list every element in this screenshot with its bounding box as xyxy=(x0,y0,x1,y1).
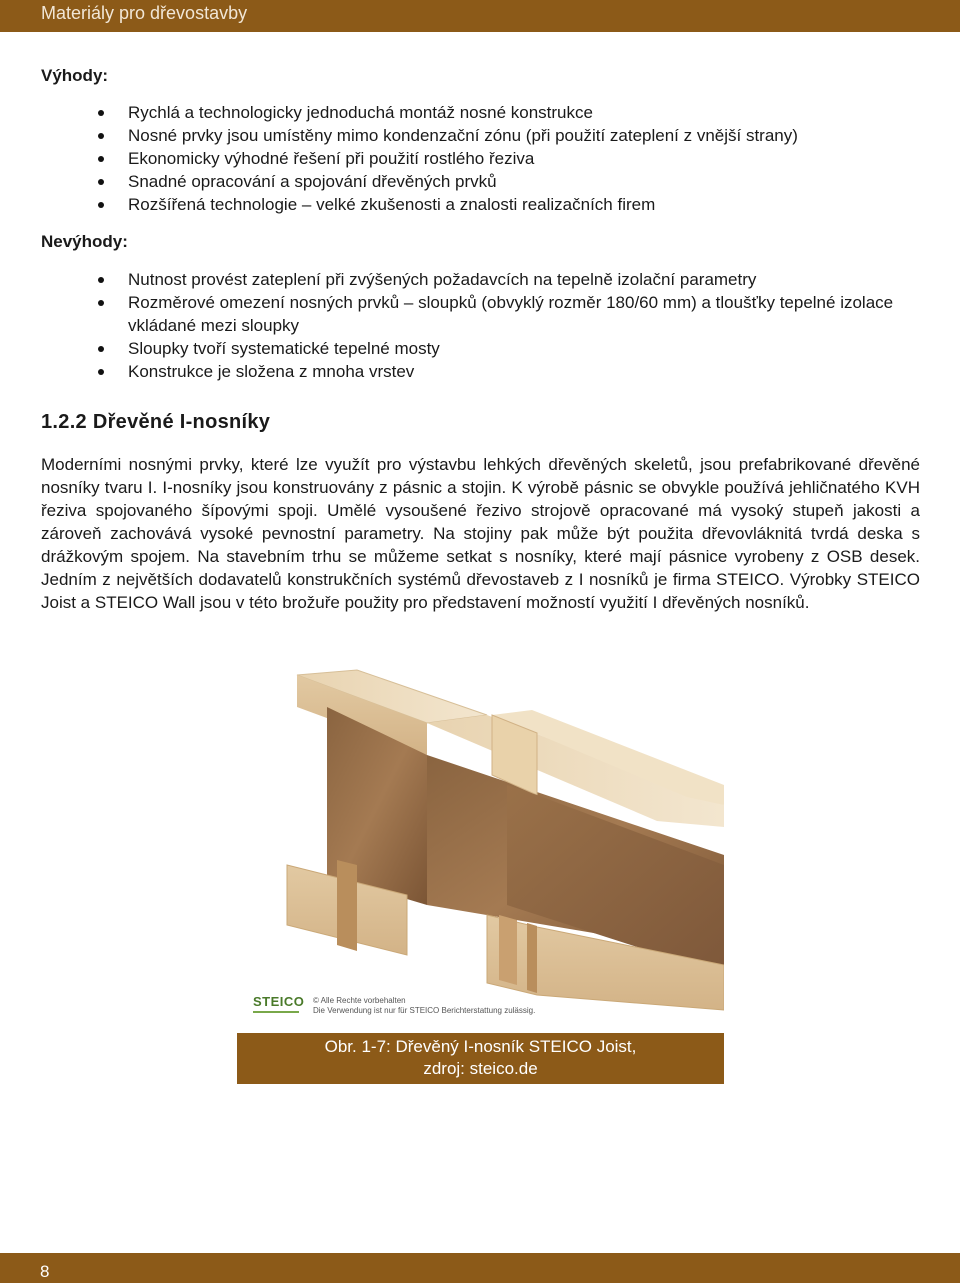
bullet-icon xyxy=(98,346,104,352)
list-item: Konstrukce je složena z mnoha vrstev xyxy=(0,360,920,383)
list-item: Nutnost provést zateplení při zvýšených požadavcích na tepelně izolační parametry xyxy=(0,268,920,291)
list-item: Rozšířená technologie – velké zkušenosti a znalosti realizačních firem xyxy=(0,193,920,216)
caption-line-2: zdroj: steico.de xyxy=(423,1059,538,1078)
steico-logo: STEICO xyxy=(253,994,305,1009)
bullet-icon xyxy=(98,369,104,375)
logo-underline xyxy=(253,1011,299,1013)
footer-bar xyxy=(0,1253,960,1283)
disadvantages-heading: Nevýhody: xyxy=(41,232,128,251)
copyright-note: © Alle Rechte vorbehalten Die Verwendung ist nur für STEICO Berichterstattung zulässig. xyxy=(313,996,536,1015)
header-bar xyxy=(0,0,960,32)
figure-caption xyxy=(237,1033,724,1084)
bullet-icon xyxy=(98,277,104,283)
body-paragraph: Moderními nosnými prvky, které lze využít pro výstavbu lehkých dřevěných skeletů, jsou prefabrikované dřevěné nosníky tvaru I. I-nosníky jsou konstruovány z pásnic a stojin. K výrobě pásnic se obvykle používá jehličnatého KVH řeziva spojovaného šípovými spoji. Umělé vysoušené řezivo strojově opracované má vysoký stupeň jakosti a zároveň zachovává vysoké pevnostní parametry. Na stojiny pak může být použita dřevovláknitá tvrdá deska s drážkovým spojem. Na stavebním trhu se můžeme setkat s nosníky, které mají pásnice vyrobeny z OSB desek. Jedním z největších dodavatelů konstrukčních systémů dřevostaveb z I nosníků je firma STEICO. Výrobky STEICO Joist a STEICO Wall jsou v této brožuře použity pro představení možností využití I dřevěných nosníků. xyxy=(41,455,920,612)
page-number: 8 xyxy=(40,1262,50,1281)
advantages-list xyxy=(0,101,920,216)
bullet-icon xyxy=(98,156,104,162)
i-beam-photo xyxy=(237,655,724,1030)
bullet-icon xyxy=(98,179,104,185)
section-heading: 1.2.2 Dřevěné I-nosníky xyxy=(41,411,271,433)
bullet-icon xyxy=(98,202,104,208)
advantages-heading: Výhody: xyxy=(41,66,109,85)
list-item: Nosné prvky jsou umístěny mimo kondenzační zónu (při použití zateplení z vnější strany) xyxy=(0,124,920,147)
list-item: Ekonomicky výhodné řešení při použití rostlého řeziva xyxy=(0,147,920,170)
disadvantages-list xyxy=(0,268,920,383)
list-item: Rychlá a technologicky jednoduchá montáž nosné konstrukce xyxy=(0,101,920,124)
bullet-icon xyxy=(98,133,104,139)
list-item: Rozměrové omezení nosných prvků – sloupků (obvyklý rozměr 180/60 mm) a tloušťky tepelné izolace vkládané mezi sloupky xyxy=(0,291,898,337)
list-item: Snadné opracování a spojování dřevěných prvků xyxy=(0,170,920,193)
bullet-icon xyxy=(98,110,104,116)
i-beam-illustration xyxy=(237,655,724,1030)
header-title: Materiály pro dřevostavby xyxy=(41,3,248,23)
caption-line-1: Obr. 1-7: Dřevěný I-nosník STEICO Joist, xyxy=(324,1037,637,1056)
bullet-icon xyxy=(98,300,104,306)
list-item: Sloupky tvoří systematické tepelné mosty xyxy=(0,337,920,360)
